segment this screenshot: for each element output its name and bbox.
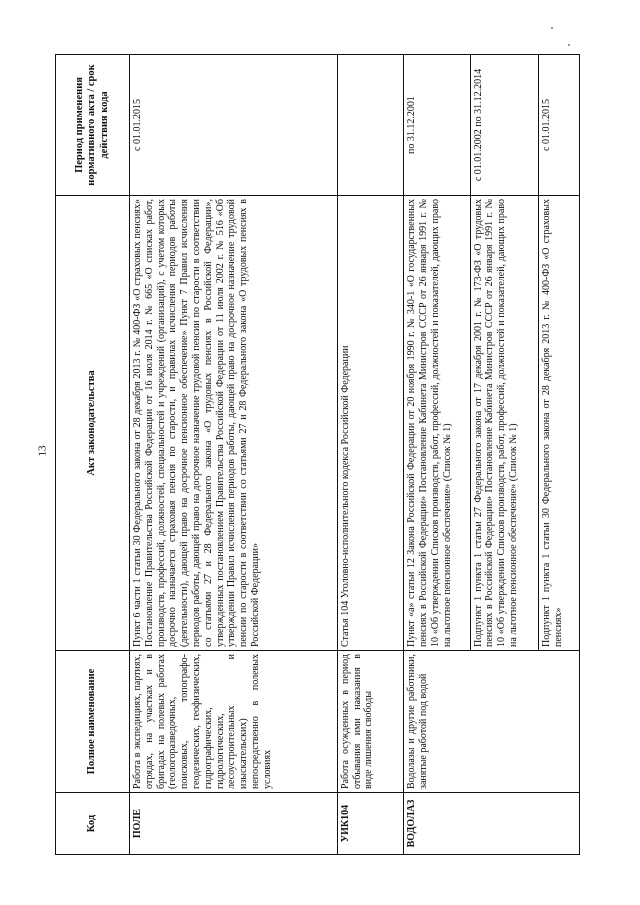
act-cell <box>337 196 403 651</box>
header-act: Акт законодательства <box>56 196 130 651</box>
act-cell <box>470 196 539 651</box>
name-cell <box>337 651 403 793</box>
scan-speck <box>551 27 553 29</box>
act-cell <box>130 196 338 651</box>
act-text: Статья 104 Уголовно-исполнительного кодекса Российской Федерации <box>339 345 351 647</box>
name-text: Работа в экспедициях, партиях, отрядах, на участках и в бригадах на полевых работах (геологоразведочных, поисковых, топографо-геодезических, геофизических, гидрографических, гидрологических, лесоустроительных и изыскательских) непосредственно в полевых условиях <box>132 654 273 789</box>
act-cell <box>404 196 470 651</box>
period-cell <box>337 55 403 196</box>
table-row <box>404 55 470 855</box>
act-text: Пункт «а» статьи 12 Закона Российской Федерации от 20 ноября 1990 г. № 340-1 «О государственных пенсиях в Российской Федерации» Постановление Кабинета Министров СССР от 26 января 1991 г. № 10 «Об утверждении Списков производств, работ, профессий, должностей и показателей, дающих право на льготное пенсионное обеспечение» (Список № 1) <box>406 199 453 647</box>
code-cell: ПОЛЕ <box>130 793 338 855</box>
name-cell <box>404 651 580 793</box>
act-text: Подпункт 1 пункта 1 статьи 30 Федерального закона от 28 декабря 2013 г. № 400-ФЗ «О страховых пенсиях» <box>541 199 565 647</box>
header-code: Код <box>56 793 130 855</box>
name-cell <box>130 651 338 793</box>
code-cell: УИК104 <box>337 793 403 855</box>
codes-table <box>55 54 580 855</box>
table-header-row <box>56 55 130 855</box>
period-cell: с 01.01.2015 <box>539 55 580 196</box>
period-cell: с 01.01.2002 по 31.12.2014 <box>470 55 539 196</box>
rotated-table-wrapper <box>55 55 580 855</box>
page-number: 13 <box>36 445 49 457</box>
period-cell: с 01.01.2015 <box>130 55 338 196</box>
period-cell: по 31.12.2001 <box>404 55 470 196</box>
name-text: Водолазы и другие работники, занятые работой под водой <box>406 654 430 789</box>
name-text: Работа осужденных в период отбывания ими наказания в виде лишения свободы <box>339 654 375 789</box>
table-row <box>130 55 338 855</box>
table-row <box>337 55 403 855</box>
header-period: Период применения нормативного акта / срок действия кода <box>56 55 130 196</box>
code-cell: ВОДОЛАЗ <box>404 793 580 855</box>
act-text: Подпункт 1 пункта 1 статьи 27 Федерального закона от 17 декабря 2001 г. № 173-ФЗ «О трудовых пенсиях в Российской Федерации» Постановление Кабинета Министров СССР от 26 января 1991 г. № 10 «Об утверждении Списков производств, работ, профессий, должностей и показателей, дающих право на льготное пенсионное обеспечение» (Список № 1) <box>472 199 520 647</box>
header-name: Полное наименование <box>56 651 130 793</box>
scan-speck <box>568 44 570 46</box>
act-text: Пункт 6 части 1 статьи 30 Федерального закона от 28 декабря 2013 г. № 400-ФЗ «О страховых пенсиях» Постановление Правительства Российской Федерации от 16 июля 2014 г. № 665 «О списках работ, производств, профессий, должностей, специальностей и учреждений (организаций), с учетом которых досрочно назначается страховая пенсия по старости, и правилах исчисления периодов работы (деятельности), дающей право на досрочное пенсионное обеспечение» Пункт 7 Правил исчисления периодов работы, дающей право на досрочное назначение трудовой пенсии по старости в соответствии со статьями 27 и 28 Федерального закона «О трудовых пенсиях в Российской Федерации», утвержденных постановлением Правительства Российской Федерации от 11 июля 2002 г. № 516 «Об утверждении Правил исчисления периодов работы, дающей право на досрочное назначение трудовой пенсии по старости в соответствии со статьями 27 и 28 Федерального закона «О трудовых пенсиях в Российской Федерации» <box>132 199 261 647</box>
act-cell <box>539 196 580 651</box>
